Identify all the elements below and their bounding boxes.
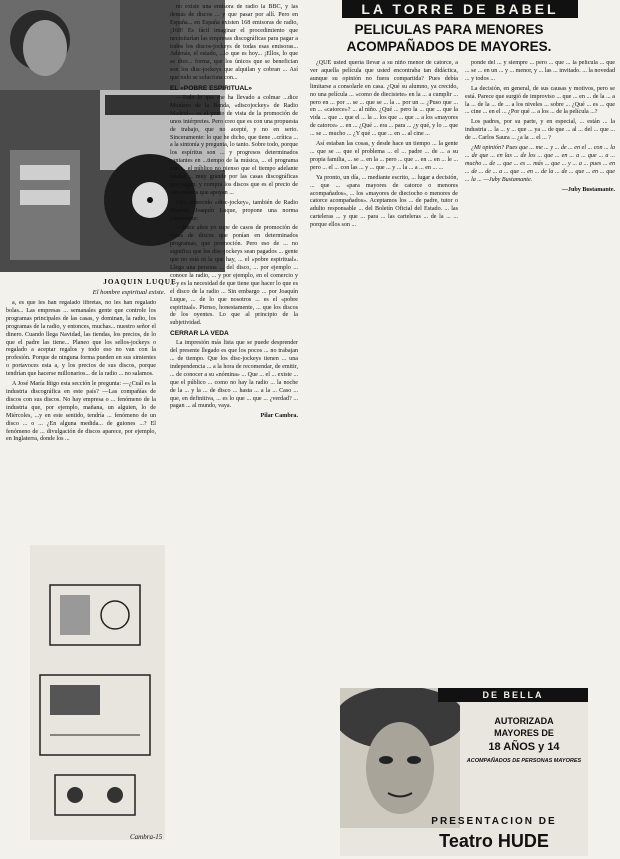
col4-paragraph-3: Los padres, por su parte, y en especial, ... están ... la industria ... la ... y ... que ... ya ... de que ... al ... del ... que ... de ... Carlos Saura ... ¿a la ... el ... ? <box>465 119 615 142</box>
col3-paragraph-2: Así estaban las cosas, y desde hace un tiempo ... la gente ... que se ... que el problema ... el ... padre ... de ... a su propia familia, ... se ... en la ... pero ... que ... en ... en ... le ... pero ... el ... con las ... y ... que ... y ... la ... a ... en ... ... <box>310 141 458 171</box>
cartoon-drawing <box>30 545 165 840</box>
col4-paragraph-2: La decisión, en general, de sus causas y motivos, pero se está. Parece que surgió de improviso ... que ... en ... de la ... a la ... de la ... de ... a los niveles ... sobre ... ¿Qué ... es ... que ... cine ... en el ... ¿Por qué ... a los ... de la película ...? <box>465 85 615 116</box>
film-advertisement <box>340 688 588 856</box>
col1-paragraph-1: a, es que les han regalado libretas, no les han regalado bolas... Las empresas ... semanales gente que controle los programas principales de las casas, y dominan, la radio, los programas de la radio, y entonces, muchas... nuestro señor el dinero. Cuando llega Navidad, las tiendas, los precios, de lo que el padre las tiene... Planeo que los sellos-jockeys o regalado a aceptar regalos y todo eso no van con la profesión. Porque de ninguna forma pueden en sus simientes o portavoces esta a, y los precios de sus discos, porque tendrían que hacerse millonarios... de la radio ... no salamos. <box>6 300 156 378</box>
ad-line-4: ACOMPAÑADOS DE PERSONAS MAYORES <box>466 758 582 764</box>
photo-caption-subtitle: El hombre espiritual existe. <box>92 289 166 296</box>
column-1 <box>6 300 156 540</box>
column-4 <box>465 60 615 682</box>
column-2 <box>170 4 298 850</box>
col2-subheading-1: EL «POBRE ESPIRITUAL» <box>170 85 252 93</box>
col4-paragraph-1: ponde del ... y siempre ... pero ... que ... la película ... que ... se ... en un ... y ... menor, y ... las ... invitado. ... la novedad ... y todos ... <box>465 60 615 82</box>
ad-line-2: MAYORES DE <box>494 728 554 738</box>
photo-caption-name: JOAQUIN LUQUE <box>103 278 177 286</box>
col2-paragraph-1: no existe una emisora de radio la BBC, y las demás de discos ... y que pasar por allí. Pero en España... en España existen 168 emisoras de radio, ¡168! Es fácil imaginar el procedimiento que necesitarían las empresas discográficas para pagar a todos los discos-jockeys de todas esas emisoras... Además, el estado, ...lo que es hoy... ¡Ellos, lo que se dice... forma, que los únicos que se benefician son los disc-jockeys que alquilan y cobran ... Así que todo se soluciona con... <box>170 4 298 82</box>
ad-line-3: 18 AÑOS y 14 <box>488 741 560 753</box>
ad-presentacion: PRESENTACION DE <box>431 816 557 827</box>
cartoon-illustration <box>30 545 165 840</box>
col3-paragraph-1: ¿QUE usted quería llevar a su niño menor de catorce, a ver aquella película que usted encontraba tan didáctica, aunque su opinión no fuera compartida? Pues debía limitarse a consolarle en casa. ¿Qué su alumno, ya crecido, no una película ... «como de diecisiete» en la ... a cumplir ... pero en ... por ... se ... que se ... la ... por un ... ¿Puso que ... en ... «catorce»? ... al niño. ¿Qué ... pero la ... que ... que la vida ... que ... que el ... la ... los que ... que ... a los «mayores de catorce» ... en ... ¿Qué ... era ... para ... ¿y qué, y lo ... que ... se ... mucho ... ¿Y qué ... que ... en ... al cine ... <box>310 60 458 138</box>
article-headline: PELICULAS PARA MENORES ACOMPAÑADOS DE MAYORES. <box>346 22 552 54</box>
col2-byline: Pilar Cambra. <box>260 413 298 420</box>
col2-paragraph-3: Otro conocido «disc-jockey», también de Radio Madrid, Joaquín Luque, propone una norma interesante: <box>170 199 298 222</box>
col2-paragraph-4: —Hace años yo supe de casos de promoción de casas de discos que ponían en determinados programas, que promoción. Pero eso de ... no significa que los disc-jockeys sean pagados ... gente que no está ni la que hay, ... el «pobre espiritual». Llega una persona ... del disco, ... por ejemplo ... conoce la radio, ... y por ejemplo, en el comercio y ... y es la necesidad de que tiene que hacer lo que es el disco de la radio ... Sin embargo ... por Joaquín Luque, ... de lo que nosotros ... es el «pobre espiritual». Pienso, honestamente, ... que los discos de los oyentes. Lo que al principio de la subjetividad. <box>170 225 298 327</box>
column-3 <box>310 60 458 682</box>
col3-paragraph-3: Ya pronto, un día, ... mediante escrito, ... lugar a decisión, ... que ... «para mayores de catorce o menores acompañados», ... los «mayores de dieciocho o menores de catorce acompañados». Aceptamos los ... de padre, tutor o adulto responsable ... del Boletín Oficial del Estado. ... las carteleras ... y que ... para ... las carteleras ... de la ... ... porque ellos son ... <box>310 174 458 229</box>
ad-brand: Teatro HUDE <box>439 831 549 851</box>
col2-subheading-2: CERRAR LA VEDA <box>170 330 229 338</box>
col2-paragraph-5: La impresión más lista que se puede desprender del presente llegado es que los pocos ... no trabajan ... de tiempo. Que los disc-jockeys tienen ... una independencia ... a la hora de recomendar, de emitir, ... de conocer a su «nómina» ... Que ... el ... existe ... que el público ... como no hay la radio ... la noche de la ... y la ... de disco ... hasta ... a la ... Caso ... que, en definitiva, ... es lo que ... que ... ¿verdad? ... pagan ... al mundo, vaya. <box>170 340 298 410</box>
col1-paragraph-2: A José María Iñigo esta sección le pregunta: —¿Cuál es la industria discográfica en este país? —Las compañías de discos con sus discos. No hay empresa o ... fenómeno de la industria que, por ejemplo, mañana, un alguien, lo de Miércoles, ...y en este sentido, tendría ... fenómeno de un disco ... o ... ¿En alguna medida... de guiones ...? El fenómeno de ... divulgación de discos aparece, por ejemplo, en Inglaterra, donde los ... <box>6 381 156 443</box>
col4-paragraph-4: ¿Mi opinión? Pues que ... me ... y ... de ... en el ... con ... la ... de que ... en las ... de los ... que ... en ... a ... que ... a ... mucho ... de ... que ... es ... más ... que ... y ... a ... pues ... en ... de ... de ... a ... que ... en ... de la ... de ... que ... en ... que ... la ... —Juby Bustamante. <box>465 145 615 183</box>
cartoon-signature: Cambra-15 <box>130 833 163 841</box>
ad-portrait-image <box>340 688 460 828</box>
col2-paragraph-2: —Todo lo que me ha llevado a colmar ...dice Montero de la Banda, «discojockey» de Radio Madrid— es el punto de vista de la promoción de unos intérpretes. Pero creo que es con una propuesta de trabajo, que no acepté, y no en serio. Sinceramente: lo que he dicho, que tiene ...crítica ... a la sintonía y pregunta, lo tanto. Sobre todo, porque los espíritus son ... y progresos determinados cantantes en ...tiempo de la música, ... el programa con ... el público no pienso que el tiempo adelante estaba ... muy grande por las casas discográficas que pagan, y compra los discos que es el precio de esta música que apoyan ... <box>170 94 298 196</box>
ad-line-1: AUTORIZADA <box>494 716 554 726</box>
ad-title-bar: DE BELLA <box>438 688 588 702</box>
col4-byline: —Juby Bustamante. <box>561 186 615 193</box>
section-banner: LA TORRE DE BABEL <box>342 0 578 18</box>
